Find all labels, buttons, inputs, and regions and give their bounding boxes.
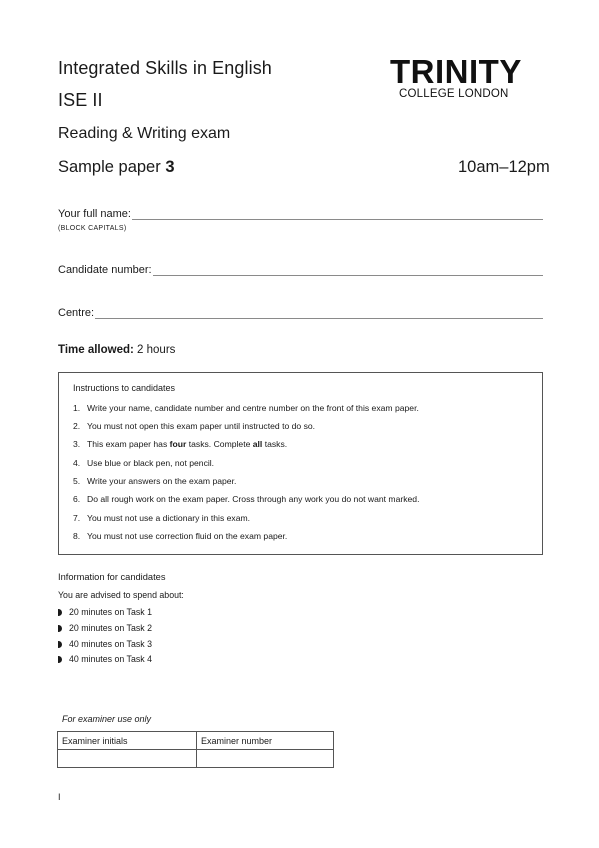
instruction-number: 8. bbox=[73, 531, 81, 541]
sample-paper-line bbox=[58, 158, 175, 177]
time-range: 10am–12pm bbox=[458, 158, 550, 176]
examiner-number-header: Examiner number bbox=[197, 732, 334, 750]
instruction-text: You must not open this exam paper until instructed to do so. bbox=[87, 421, 316, 431]
full-name-label: Your full name: bbox=[58, 208, 131, 220]
trinity-logo bbox=[390, 55, 545, 100]
list-item bbox=[58, 623, 152, 633]
instruction-text: tasks. Complete bbox=[186, 439, 253, 449]
instructions-heading: Instructions to candidates bbox=[73, 383, 176, 393]
title-line-1: Integrated Skills in English bbox=[58, 58, 272, 78]
full-name-line[interactable] bbox=[132, 210, 543, 220]
list-item-text: 20 minutes on Task 1 bbox=[69, 607, 152, 617]
page-number: I bbox=[58, 792, 61, 802]
instruction-number: 5. bbox=[73, 476, 81, 486]
instruction-item bbox=[73, 458, 214, 468]
logo-subtitle: COLLEGE LONDON bbox=[399, 88, 509, 100]
instruction-bold: four bbox=[169, 439, 187, 449]
logo-word: TRINITY bbox=[390, 53, 522, 90]
instruction-item bbox=[73, 421, 315, 431]
sample-prefix: Sample paper bbox=[58, 158, 161, 176]
instruction-text: tasks. bbox=[262, 439, 288, 449]
instruction-number: 7. bbox=[73, 513, 81, 523]
block-capitals-note: (BLOCK CAPITALS) bbox=[58, 225, 127, 232]
information-heading: Information for candidates bbox=[58, 572, 166, 582]
bullet-icon bbox=[58, 609, 62, 616]
information-intro: You are advised to spend about: bbox=[58, 590, 184, 600]
bullet-icon bbox=[58, 625, 62, 632]
instruction-item bbox=[73, 476, 236, 486]
title-line-2: ISE II bbox=[58, 90, 103, 110]
centre-field[interactable] bbox=[58, 307, 543, 319]
bullet-icon bbox=[58, 641, 62, 648]
instruction-item bbox=[73, 494, 419, 504]
examiner-use-label: For examiner use only bbox=[62, 714, 152, 724]
list-item bbox=[58, 654, 152, 664]
instruction-item bbox=[73, 403, 419, 413]
instruction-number: 4. bbox=[73, 458, 81, 468]
instruction-item bbox=[73, 439, 287, 449]
instruction-text: Do all rough work on the exam paper. Cross through any work you do not want marked. bbox=[87, 494, 420, 504]
time-allowed-label: Time allowed: bbox=[58, 344, 134, 356]
instruction-text: You must not use a dictionary in this exam. bbox=[87, 513, 251, 523]
instruction-text: Write your name, candidate number and centre number on the front of this exam paper. bbox=[87, 403, 419, 413]
instruction-text: Write your answers on the exam paper. bbox=[87, 476, 237, 486]
centre-line[interactable] bbox=[95, 309, 543, 319]
candidate-number-line[interactable] bbox=[153, 266, 543, 276]
bullet-icon bbox=[58, 656, 62, 663]
instruction-number: 3. bbox=[73, 439, 81, 449]
instruction-number: 6. bbox=[73, 494, 81, 504]
exam-type: Reading & Writing exam bbox=[58, 125, 231, 142]
list-item-text: 40 minutes on Task 4 bbox=[69, 654, 152, 664]
instruction-number: 1. bbox=[73, 403, 81, 413]
sample-number: 3 bbox=[165, 158, 175, 176]
list-item bbox=[58, 607, 152, 617]
instruction-text: You must not use correction fluid on the exam paper. bbox=[87, 531, 288, 541]
instruction-item bbox=[73, 513, 250, 523]
examiner-initials-header: Examiner initials bbox=[58, 732, 197, 750]
list-item bbox=[58, 639, 152, 649]
instruction-item bbox=[73, 531, 287, 541]
list-item-text: 20 minutes on Task 2 bbox=[69, 623, 152, 633]
examiner-table bbox=[57, 731, 334, 768]
examiner-initials-cell[interactable] bbox=[58, 750, 197, 768]
instruction-bold: all bbox=[252, 439, 263, 449]
examiner-number-cell[interactable] bbox=[197, 750, 334, 768]
time-allowed-value: 2 hours bbox=[137, 344, 176, 356]
instructions-box bbox=[58, 372, 543, 555]
centre-label: Centre: bbox=[58, 307, 95, 319]
instruction-number: 2. bbox=[73, 421, 81, 431]
candidate-number-label: Candidate number: bbox=[58, 264, 152, 276]
list-item-text: 40 minutes on Task 3 bbox=[69, 639, 152, 649]
full-name-field[interactable] bbox=[58, 208, 543, 220]
candidate-number-field[interactable] bbox=[58, 264, 543, 276]
time-allowed bbox=[58, 344, 175, 356]
instruction-text: Use blue or black pen, not pencil. bbox=[87, 458, 215, 468]
instruction-text: This exam paper has bbox=[87, 439, 170, 449]
